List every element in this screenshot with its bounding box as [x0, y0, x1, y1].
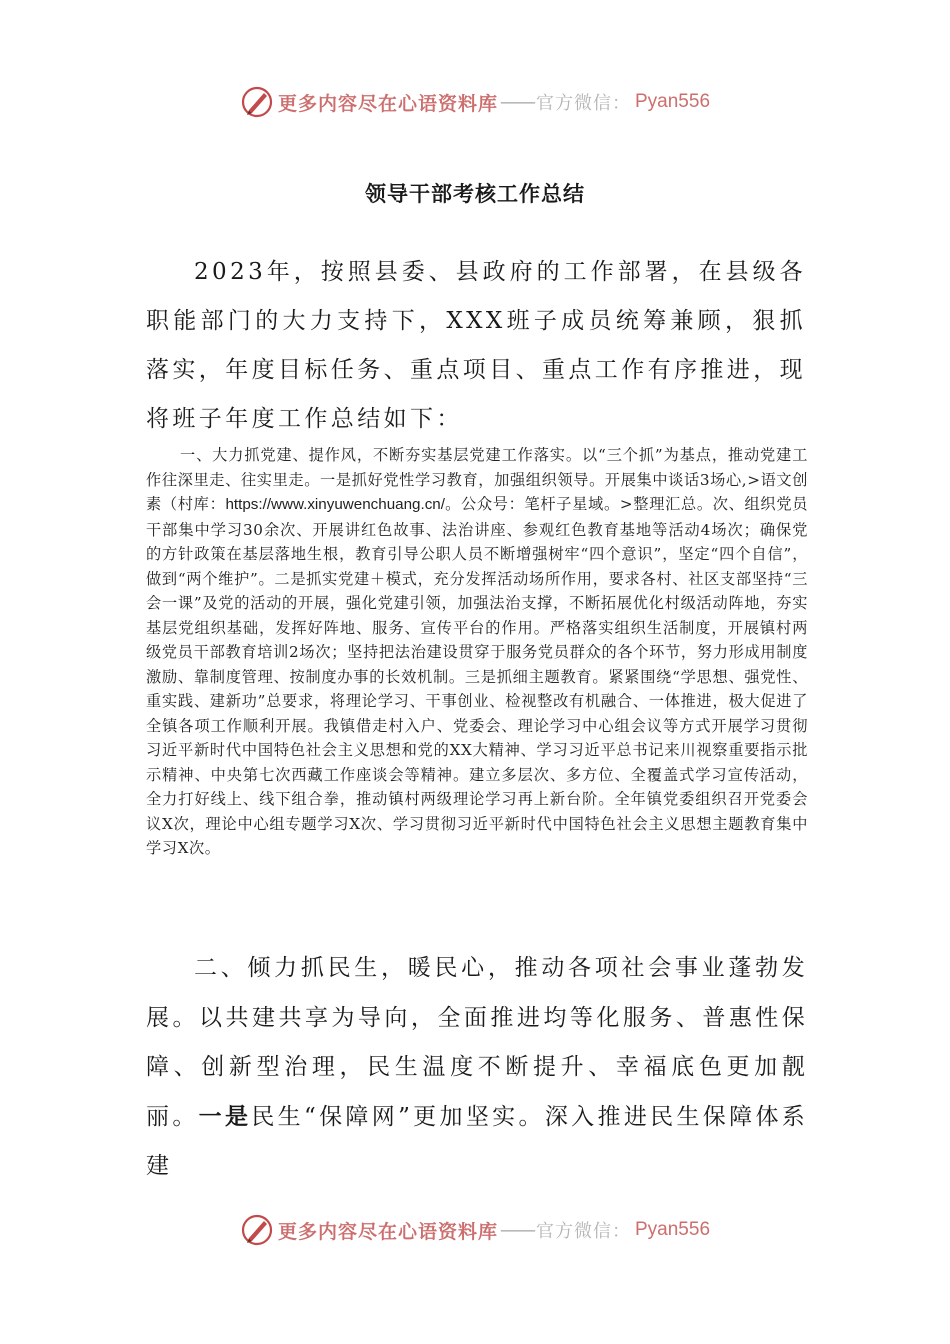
- header-banner: [0, 80, 950, 124]
- section-2-text: 二、倾力抓民生，暖民心，推动各项社会事业蓬勃发展。以共建共享为导向，全面推进均等化服务、普惠性保障、创新型治理，民生温度不断提升、幸福底色更加靓丽。: [146, 955, 808, 1130]
- section-1-paragraph: [146, 443, 808, 861]
- pen-logo-icon: [240, 85, 274, 119]
- banner-wechat-id: Pyan556: [635, 1219, 711, 1240]
- banner-slogan: 更多内容尽在心语资料库: [277, 92, 498, 115]
- section-2-bold-lead: 一是: [198, 1103, 252, 1130]
- intro-paragraph: 2023年，按照县委、县政府的工作部署，在县级各职能部门的大力支持下，XXX班子成员统筹兼顾，狠抓落实，年度目标任务、重点项目、重点工作有序推进，现将班子年度工作总结如下：: [146, 259, 806, 432]
- document-title: 领导干部考核工作总结: [365, 181, 585, 206]
- section-1-text-a: 一、大力抓党建、提作风，不断夯实基层党建工作落实。以“三个抓”为基点，推动党建工作往深里走、往实里走。一是抓好党性学习教育，加强组织领导。开展集中谈话3场心,>语文创素（村库：: [146, 446, 808, 513]
- banner-slogan: 更多内容尽在心语资料库: [277, 1220, 498, 1243]
- banner-wechat-id: Pyan556: [635, 91, 711, 112]
- banner-dash: ——: [500, 91, 534, 113]
- footer-banner: [0, 1208, 950, 1252]
- source-link: https://www.xinyuwenchuang.cn/: [225, 496, 445, 513]
- section-1-text-b: 。公众号：笔杆子星域。>整理汇总。次、组织党员干部集中学习30余次、开展讲红色故事、法治讲座、参观红色教育基地等活动4场次；确保党的方针政策在基层落地生根，教育引导公职人员不断增强树牢“四个意识”，坚定“四个自信”，做到“两个维护”。二是抓实党建＋模式，充分发挥活动场所作用，要求各村、社区支部坚持“三会一课”及党的活动的开展，强化党建引领，加强法治支撑，不断拓展优化村级活动阵地，夯实基层党组织基础，发挥好阵地、服务、宣传平台的作用。严格落实组织生活制度，开展镇村两级党员干部教育培训2场次；坚持把法治建设贯穿于服务党员群众的各个环节，努力形成用制度激励、靠制度管理、按制度办事的长效机制。三是抓细主题教育。紧紧围绕“学思想、强党性、重实践、建新功”总要求，将理论学习、干事创业、检视整改有机融合、一体推进，极大促进了全镇各项工作顺利开展。我镇借走村入户、党委会、理论学习中心组会议等方式开展学习贯彻习近平新时代中国特色社会主义思想和党的XX大精神、学习习近平总书记来川视察重要指示批示精神、中央第七次西藏工作座谈会等精神。建立多层次、多方位、全覆盖式学习宣传活动，全力打好线上、线下组合拳，推动镇村两级理论学习再上新台阶。全年镇党委组织召开党委会议X次，理论中心组专题学习X次、学习贯彻习近平新时代中国特色社会主义思想主题教育集中学习X次。: [146, 495, 809, 857]
- section-2-paragraph: [146, 944, 808, 1192]
- section-2-tail: 民生“保障网”更加坚实。深入推进民生保障体系建: [146, 1103, 809, 1179]
- pen-logo-icon: [240, 1213, 274, 1247]
- banner-wechat-label: 官方微信：: [536, 93, 631, 114]
- banner-wechat-label: 官方微信：: [536, 1221, 631, 1242]
- banner-dash: ——: [500, 1219, 534, 1241]
